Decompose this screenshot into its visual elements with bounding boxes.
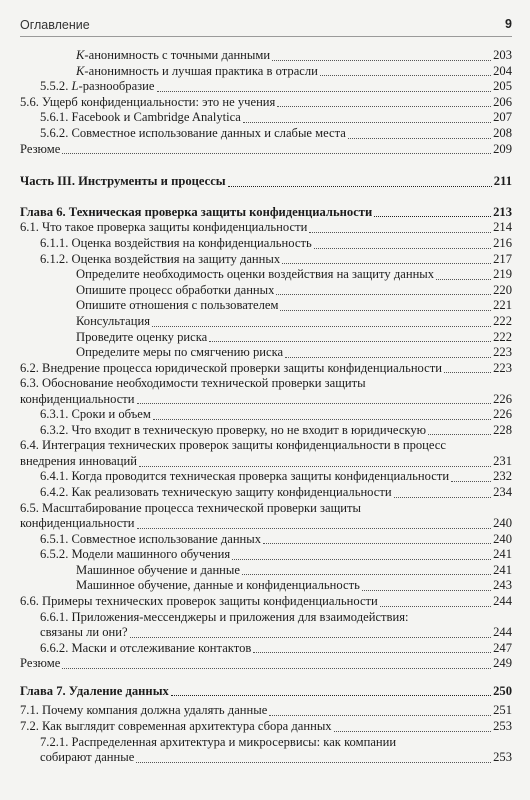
toc-entry[interactable] xyxy=(20,641,512,657)
toc-entry-title: Резюме xyxy=(20,656,61,671)
dot-leader xyxy=(62,153,491,154)
toc-entry-title: внедрения инноваций xyxy=(20,454,137,469)
toc-entry-page: 208 xyxy=(493,125,512,140)
toc-entry[interactable] xyxy=(20,142,512,158)
toc-entry[interactable] xyxy=(20,236,512,252)
dot-leader xyxy=(242,574,491,575)
toc-chapter-heading[interactable] xyxy=(20,684,512,700)
toc-entry-multiline[interactable] xyxy=(20,376,512,407)
dot-leader xyxy=(394,497,491,498)
toc-entry-multiline[interactable] xyxy=(20,735,512,766)
dot-leader xyxy=(171,695,491,696)
dot-leader xyxy=(272,60,491,61)
toc-entry[interactable] xyxy=(20,469,512,485)
dot-leader xyxy=(276,294,491,295)
toc-entry-page: 209 xyxy=(493,141,512,156)
toc-entry[interactable] xyxy=(20,330,512,346)
toc-entry[interactable] xyxy=(20,656,512,672)
toc-entry-page: 240 xyxy=(493,516,512,531)
toc-entry-page: 253 xyxy=(493,750,512,765)
dot-leader xyxy=(320,75,491,76)
dot-leader xyxy=(137,528,492,529)
dot-leader xyxy=(137,403,492,404)
dot-leader xyxy=(436,279,491,280)
toc-entry-title: Консультация xyxy=(76,313,151,328)
toc-entry[interactable] xyxy=(20,407,512,423)
toc-entry-title-line1: 6.4. Интеграция технических проверок защиты конфиденциальности в процесс xyxy=(20,438,446,453)
toc-entry-page: 216 xyxy=(493,235,512,250)
dot-leader xyxy=(157,91,492,92)
toc-entry-title: 6.5.1. Совместное использование данных xyxy=(40,531,262,546)
toc-entry-title: 6.1.1. Оценка воздействия на конфиденциальность xyxy=(40,235,312,250)
toc-entry-title-line1: 6.3. Обоснование необходимости технической проверки защиты xyxy=(20,376,366,391)
toc-part-heading[interactable] xyxy=(20,174,512,190)
toc-entry-title: Определите необходимость оценки воздействия на защиту данных xyxy=(76,267,435,282)
dot-leader xyxy=(428,434,491,435)
table-of-contents xyxy=(20,48,512,766)
toc-entry-title: 6.6.2. Маски и отслеживание контактов xyxy=(40,640,252,655)
toc-entry[interactable] xyxy=(20,283,512,299)
dot-leader xyxy=(277,106,491,107)
toc-entry[interactable] xyxy=(20,703,512,719)
toc-entry[interactable] xyxy=(20,563,512,579)
dot-leader xyxy=(152,326,491,327)
toc-entry[interactable] xyxy=(20,594,512,610)
toc-entry-page: 213 xyxy=(493,204,512,219)
toc-entry-page: 253 xyxy=(493,719,512,733)
toc-entry-page: 223 xyxy=(493,345,512,360)
running-head-title: Оглавление xyxy=(20,18,90,32)
toc-entry-page: 221 xyxy=(493,298,512,313)
toc-entry-title: 6.1. Что такое проверка защиты конфиденциальности xyxy=(20,220,308,235)
dot-leader xyxy=(362,590,491,591)
toc-entry-title: K-анонимность и лучшая практика в отрасли xyxy=(76,63,318,78)
toc-entry-title: Опишите отношения с пользователем xyxy=(76,298,279,313)
toc-entry-page: 226 xyxy=(493,391,512,406)
toc-entry-title-line1: 7.2.1. Распределенная архитектура и микросервисы: как компании xyxy=(40,734,397,749)
dot-leader xyxy=(209,341,491,342)
toc-entry-page: 206 xyxy=(493,94,512,109)
toc-entry-title: Машинное обучение, данные и конфиденциальность xyxy=(76,578,360,593)
toc-entry-page: 222 xyxy=(493,313,512,328)
dot-leader xyxy=(263,543,491,544)
toc-entry[interactable] xyxy=(20,423,512,439)
toc-entry-title: конфиденциальности xyxy=(20,391,135,406)
toc-entry-title: Опишите процесс обработки данных xyxy=(76,282,275,297)
toc-entry[interactable] xyxy=(20,48,512,64)
toc-entry-page: 244 xyxy=(493,594,512,609)
toc-entry[interactable] xyxy=(20,64,512,80)
dot-leader xyxy=(136,762,491,763)
toc-entry-page: 207 xyxy=(493,110,512,125)
toc-entry-multiline[interactable] xyxy=(20,610,512,641)
toc-entry-page: 241 xyxy=(493,547,512,562)
toc-entry-page: 203 xyxy=(493,48,512,62)
toc-entry-title-line1: 6.6.1. Приложения-мессенджеры и приложения для взаимодействия: xyxy=(40,609,409,624)
toc-entry-title: связаны ли они? xyxy=(40,625,128,640)
dot-leader xyxy=(334,731,492,732)
toc-entry-multiline[interactable] xyxy=(20,501,512,532)
toc-entry-multiline[interactable] xyxy=(20,438,512,469)
toc-entry-page: 211 xyxy=(493,174,512,189)
toc-entry-page: 244 xyxy=(493,625,512,640)
toc-entry-title: 6.1.2. Оценка воздействия на защиту данных xyxy=(40,251,281,266)
toc-entry[interactable] xyxy=(20,719,512,735)
toc-entry-title: 6.4.2. Как реализовать техническую защиту конфиденциальности xyxy=(40,485,392,500)
dot-leader xyxy=(130,637,491,638)
toc-entry-page: 250 xyxy=(493,683,512,698)
dot-leader xyxy=(444,372,491,373)
toc-entry[interactable] xyxy=(20,298,512,314)
dot-leader xyxy=(285,357,491,358)
toc-entry-title: собирают данные xyxy=(40,750,135,765)
toc-entry-page: 232 xyxy=(493,469,512,484)
toc-entry-title: 6.3.1. Сроки и объем xyxy=(40,407,151,422)
page-header xyxy=(20,14,512,37)
toc-entry[interactable] xyxy=(20,110,512,126)
toc-entry[interactable] xyxy=(20,547,512,563)
dot-leader xyxy=(232,559,491,560)
dot-leader xyxy=(253,652,491,653)
dot-leader xyxy=(282,263,491,264)
toc-entry-title: 5.5.2. L-разнообразие xyxy=(40,79,155,94)
toc-entry[interactable] xyxy=(20,578,512,594)
toc-entry-page: 247 xyxy=(493,640,512,655)
toc-entry-page: 217 xyxy=(493,251,512,266)
dot-leader xyxy=(62,668,491,669)
toc-entry-title-line1: 6.5. Масштабирование процесса технической проверки защиты xyxy=(20,500,361,515)
toc-entry-title: 7.2. Как выглядит современная архитектура сбора данных xyxy=(20,719,332,733)
toc-entry-title: 5.6.1. Facebook и Cambridge Analytica xyxy=(40,110,241,125)
dot-leader xyxy=(374,216,491,217)
dot-leader xyxy=(139,466,491,467)
toc-entry[interactable] xyxy=(20,267,512,283)
toc-entry[interactable] xyxy=(20,95,512,111)
toc-entry-page: 231 xyxy=(493,454,512,469)
toc-entry-title: 6.5.2. Модели машинного обучения xyxy=(40,547,231,562)
toc-entry[interactable] xyxy=(20,314,512,330)
toc-entry-title: 6.3.2. Что входит в техническую проверку, но не входит в юридическую xyxy=(40,422,427,437)
toc-entry-page: 240 xyxy=(493,531,512,546)
toc-entry-page: 204 xyxy=(493,63,512,78)
toc-entry-page: 223 xyxy=(493,360,512,375)
toc-entry[interactable] xyxy=(20,126,512,142)
toc-entry-title: Глава 6. Техническая проверка защиты конфиденциальности xyxy=(20,204,373,219)
dot-leader xyxy=(280,310,491,311)
toc-entry-page: 205 xyxy=(493,79,512,94)
toc-entry-page: 214 xyxy=(493,220,512,235)
toc-entry-title: 5.6.2. Совместное использование данных и слабые места xyxy=(40,125,346,140)
dot-leader xyxy=(228,186,492,187)
toc-entry-page: 220 xyxy=(493,282,512,297)
page-number: 9 xyxy=(505,17,512,31)
toc-entry-page: 243 xyxy=(493,578,512,593)
toc-entry-title: 6.6. Примеры технических проверок защиты конфиденциальности xyxy=(20,594,378,609)
toc-entry-title: 7.1. Почему компания должна удалять данные xyxy=(20,703,268,718)
toc-entry-page: 228 xyxy=(493,422,512,437)
toc-entry-title: Резюме xyxy=(20,141,61,156)
toc-entry[interactable] xyxy=(20,345,512,361)
toc-entry-title: 6.2. Внедрение процесса юридической проверки защиты конфиденциальности xyxy=(20,360,443,375)
toc-entry[interactable] xyxy=(20,79,512,95)
toc-entry-page: 222 xyxy=(493,329,512,344)
toc-entry-page: 234 xyxy=(493,485,512,500)
dot-leader xyxy=(314,248,491,249)
toc-entry-page: 219 xyxy=(493,267,512,282)
dot-leader xyxy=(269,715,491,716)
toc-entry-title: 5.6. Ущерб конфиденциальности: это не учения xyxy=(20,94,276,109)
toc-entry-title: Определите меры по смягчению риска xyxy=(76,345,284,360)
toc-entry-page: 251 xyxy=(493,703,512,718)
toc-chapter-heading[interactable] xyxy=(20,205,512,221)
toc-entry-title: 6.4.1. Когда проводится техническая проверка защиты конфиденциальности xyxy=(40,469,450,484)
toc-entry[interactable] xyxy=(20,485,512,501)
toc-entry[interactable] xyxy=(20,220,512,236)
dot-leader xyxy=(451,481,491,482)
toc-entry-title: Глава 7. Удаление данных xyxy=(20,683,169,698)
dot-leader xyxy=(309,232,491,233)
dot-leader xyxy=(243,122,491,123)
dot-leader xyxy=(348,138,491,139)
toc-entry[interactable] xyxy=(20,361,512,377)
toc-entry[interactable] xyxy=(20,532,512,548)
toc-entry-title: Часть III. Инструменты и процессы xyxy=(20,174,226,189)
toc-entry-page: 241 xyxy=(493,562,512,577)
dot-leader xyxy=(380,606,491,607)
toc-entry-page: 249 xyxy=(493,656,512,671)
toc-entry-page: 226 xyxy=(493,407,512,422)
toc-entry-title: конфиденциальности xyxy=(20,516,135,531)
toc-entry-title: Проведите оценку риска xyxy=(76,329,208,344)
toc-entry-title: K-анонимность с точными данными xyxy=(76,48,271,62)
dot-leader xyxy=(153,419,491,420)
toc-entry-title: Машинное обучение и данные xyxy=(76,562,240,577)
toc-entry[interactable] xyxy=(20,252,512,268)
